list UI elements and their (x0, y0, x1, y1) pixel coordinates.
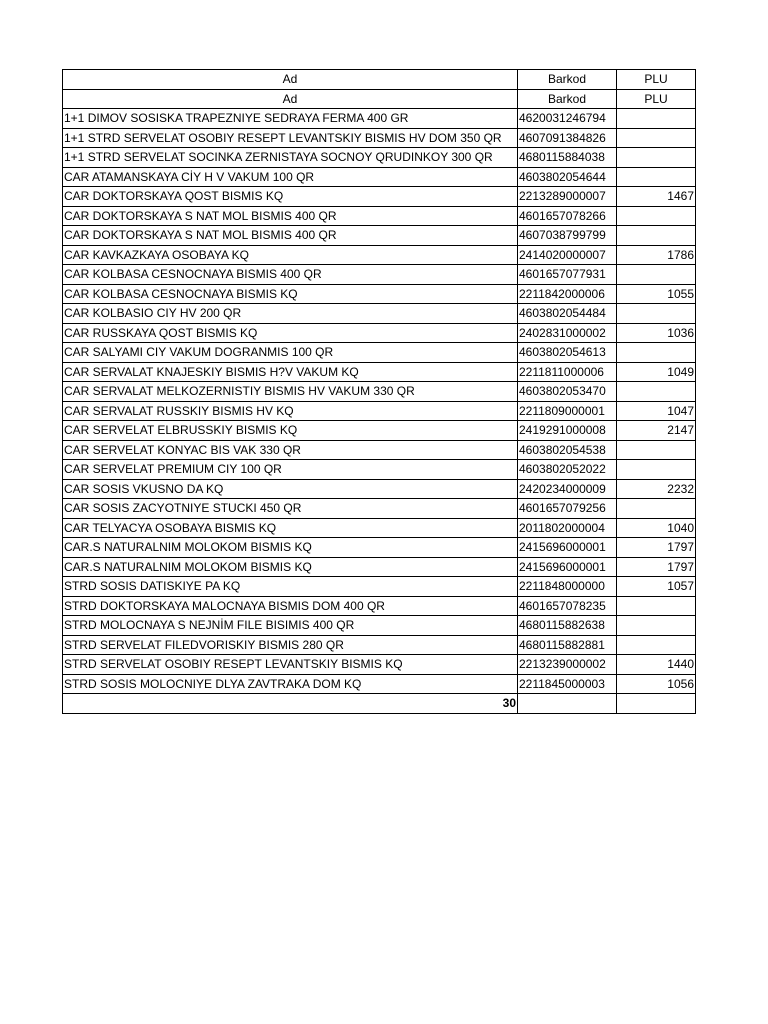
barcode-cell: 2414020000007 (518, 245, 617, 265)
product-name-cell: CAR SALYAMI CIY VAKUM DOGRANMIS 100 QR (63, 343, 518, 363)
total-count-cell: 30 (63, 694, 518, 714)
plu-cell: 1057 (617, 577, 696, 597)
barcode-cell: 2213239000002 (518, 655, 617, 675)
barcode-cell: 4620031246794 (518, 109, 617, 129)
product-name-cell: CAR KOLBASA CESNOCNAYA BISMIS KQ (63, 284, 518, 304)
product-name-cell: CAR DOKTORSKAYA QOST BISMIS KQ (63, 187, 518, 207)
plu-cell: 2232 (617, 479, 696, 499)
barcode-cell: 2211811000006 (518, 362, 617, 382)
plu-cell: 1786 (617, 245, 696, 265)
barcode-cell: 2211848000000 (518, 577, 617, 597)
product-name-cell: CAR ATAMANSKAYA CİY H V VAKUM 100 QR (63, 167, 518, 187)
barcode-cell: 4603802054484 (518, 304, 617, 324)
plu-cell: 1056 (617, 674, 696, 694)
plu-cell: 1047 (617, 401, 696, 421)
barcode-cell: 4680115884038 (518, 148, 617, 168)
product-name-cell: CAR DOKTORSKAYA S NAT MOL BISMIS 400 QR (63, 206, 518, 226)
product-name-cell: CAR SERVALAT RUSSKIY BISMIS HV KQ (63, 401, 518, 421)
barcode-cell: 4603802052022 (518, 460, 617, 480)
header-name-cell: Ad (63, 70, 518, 90)
barcode-cell: 2419291000008 (518, 421, 617, 441)
table-row (63, 460, 696, 480)
product-name-cell: 1+1 STRD SERVELAT SOCINKA ZERNISTAYA SOCNOY QRUDINKOY 300 QR (63, 148, 518, 168)
plu-cell (617, 226, 696, 246)
table-row (63, 128, 696, 148)
plu-cell: 1036 (617, 323, 696, 343)
barcode-cell: 4603802053470 (518, 382, 617, 402)
plu-cell: 1049 (617, 362, 696, 382)
barcode-cell: 4601657078235 (518, 596, 617, 616)
table-row (63, 596, 696, 616)
table-row (63, 265, 696, 285)
header-barcode-cell: Barkod (518, 70, 617, 90)
barcode-cell: 4601657077931 (518, 265, 617, 285)
barcode-cell: 2415696000001 (518, 557, 617, 577)
plu-cell (617, 109, 696, 129)
plu-cell (617, 128, 696, 148)
plu-cell (617, 167, 696, 187)
table-row (63, 479, 696, 499)
barcode-cell: 2415696000001 (518, 538, 617, 558)
plu-cell (617, 206, 696, 226)
product-name-cell: CAR DOKTORSKAYA S NAT MOL BISMIS 400 QR (63, 226, 518, 246)
product-name-cell: STRD SERVELAT OSOBIY RESEPT LEVANTSKIY BISMIS KQ (63, 655, 518, 675)
plu-cell: 2147 (617, 421, 696, 441)
product-name-cell: CAR.S NATURALNIM MOLOKOM BISMIS KQ (63, 557, 518, 577)
barcode-cell: 2213289000007 (518, 187, 617, 207)
barcode-cell: 4680115882638 (518, 616, 617, 636)
table-row (63, 343, 696, 363)
empty-cell (617, 694, 696, 714)
barcode-cell: 4601657078266 (518, 206, 617, 226)
product-name-cell: CAR SOSIS ZACYOTNIYE STUCKI 450 QR (63, 499, 518, 519)
table-row (63, 440, 696, 460)
barcode-cell: 4603802054644 (518, 167, 617, 187)
barcode-cell: 4603802054538 (518, 440, 617, 460)
table-row (63, 323, 696, 343)
product-name-cell: CAR RUSSKAYA QOST BISMIS KQ (63, 323, 518, 343)
table-row (63, 284, 696, 304)
table-row (63, 616, 696, 636)
product-name-cell: 1+1 STRD SERVELAT OSOBIY RESEPT LEVANTSKIY BISMIS HV DOM 350 QR (63, 128, 518, 148)
barcode-cell: 4607091384826 (518, 128, 617, 148)
table-row (63, 499, 696, 519)
plu-cell: 1797 (617, 557, 696, 577)
table-row (63, 109, 696, 129)
table-row (63, 557, 696, 577)
plu-cell (617, 499, 696, 519)
header-plu-cell: PLU (617, 89, 696, 109)
product-table (62, 69, 696, 714)
product-name-cell: STRD MOLOCNAYA S NEJNİM FILE BISIMIS 400 QR (63, 616, 518, 636)
plu-cell (617, 596, 696, 616)
header-name-cell: Ad (63, 89, 518, 109)
plu-cell (617, 343, 696, 363)
table-row (63, 635, 696, 655)
table-row (63, 538, 696, 558)
product-name-cell: CAR SERVALAT KNAJESKIY BISMIS H?V VAKUM KQ (63, 362, 518, 382)
plu-cell: 1040 (617, 518, 696, 538)
product-name-cell: CAR KAVKAZKAYA OSOBAYA KQ (63, 245, 518, 265)
product-name-cell: CAR SERVALAT MELKOZERNISTIY BISMIS HV VAKUM 330 QR (63, 382, 518, 402)
table-row (63, 577, 696, 597)
barcode-cell: 2420234000009 (518, 479, 617, 499)
table-row (63, 187, 696, 207)
product-name-cell: CAR SERVELAT ELBRUSSKIY BISMIS KQ (63, 421, 518, 441)
header-row (63, 89, 696, 109)
plu-cell (617, 265, 696, 285)
product-name-cell: STRD DOKTORSKAYA MALOCNAYA BISMIS DOM 400 QR (63, 596, 518, 616)
product-name-cell: CAR SERVELAT KONYAC BIS VAK 330 QR (63, 440, 518, 460)
plu-cell: 1440 (617, 655, 696, 675)
product-name-cell: STRD SOSIS MOLOCNIYE DLYA ZAVTRAKA DOM KQ (63, 674, 518, 694)
barcode-cell: 2211809000001 (518, 401, 617, 421)
table-row (63, 518, 696, 538)
plu-cell (617, 148, 696, 168)
product-table-body (63, 70, 696, 714)
barcode-cell: 4601657079256 (518, 499, 617, 519)
plu-cell (617, 616, 696, 636)
header-plu-cell: PLU (617, 70, 696, 90)
product-name-cell: CAR SERVELAT PREMIUM CIY 100 QR (63, 460, 518, 480)
barcode-cell: 2011802000004 (518, 518, 617, 538)
product-name-cell: CAR SOSIS VKUSNO DA KQ (63, 479, 518, 499)
total-row (63, 694, 696, 714)
table-row (63, 167, 696, 187)
plu-cell (617, 382, 696, 402)
table-row (63, 206, 696, 226)
barcode-cell: 4680115882881 (518, 635, 617, 655)
barcode-cell: 2211845000003 (518, 674, 617, 694)
barcode-cell: 4607038799799 (518, 226, 617, 246)
plu-cell: 1797 (617, 538, 696, 558)
table-row (63, 304, 696, 324)
table-row (63, 362, 696, 382)
empty-cell (518, 694, 617, 714)
barcode-cell: 2211842000006 (518, 284, 617, 304)
product-name-cell: CAR KOLBASIO CIY HV 200 QR (63, 304, 518, 324)
product-name-cell: STRD SERVELAT FILEDVORISKIY BISMIS 280 QR (63, 635, 518, 655)
plu-cell (617, 635, 696, 655)
table-row (63, 655, 696, 675)
product-name-cell: CAR TELYACYA OSOBAYA BISMIS KQ (63, 518, 518, 538)
product-name-cell: CAR KOLBASA CESNOCNAYA BISMIS 400 QR (63, 265, 518, 285)
table-row (63, 401, 696, 421)
plu-cell (617, 440, 696, 460)
barcode-cell: 4603802054613 (518, 343, 617, 363)
header-row (63, 70, 696, 90)
product-name-cell: STRD SOSIS DATISKIYE PA KQ (63, 577, 518, 597)
plu-cell: 1055 (617, 284, 696, 304)
table-row (63, 148, 696, 168)
table-row (63, 245, 696, 265)
table-row (63, 674, 696, 694)
table-row (63, 226, 696, 246)
plu-cell (617, 304, 696, 324)
plu-cell (617, 460, 696, 480)
table-row (63, 382, 696, 402)
product-name-cell: 1+1 DIMOV SOSISKA TRAPEZNIYE SEDRAYA FERMA 400 GR (63, 109, 518, 129)
barcode-cell: 2402831000002 (518, 323, 617, 343)
product-name-cell: CAR.S NATURALNIM MOLOKOM BISMIS KQ (63, 538, 518, 558)
plu-cell: 1467 (617, 187, 696, 207)
header-barcode-cell: Barkod (518, 89, 617, 109)
table-row (63, 421, 696, 441)
